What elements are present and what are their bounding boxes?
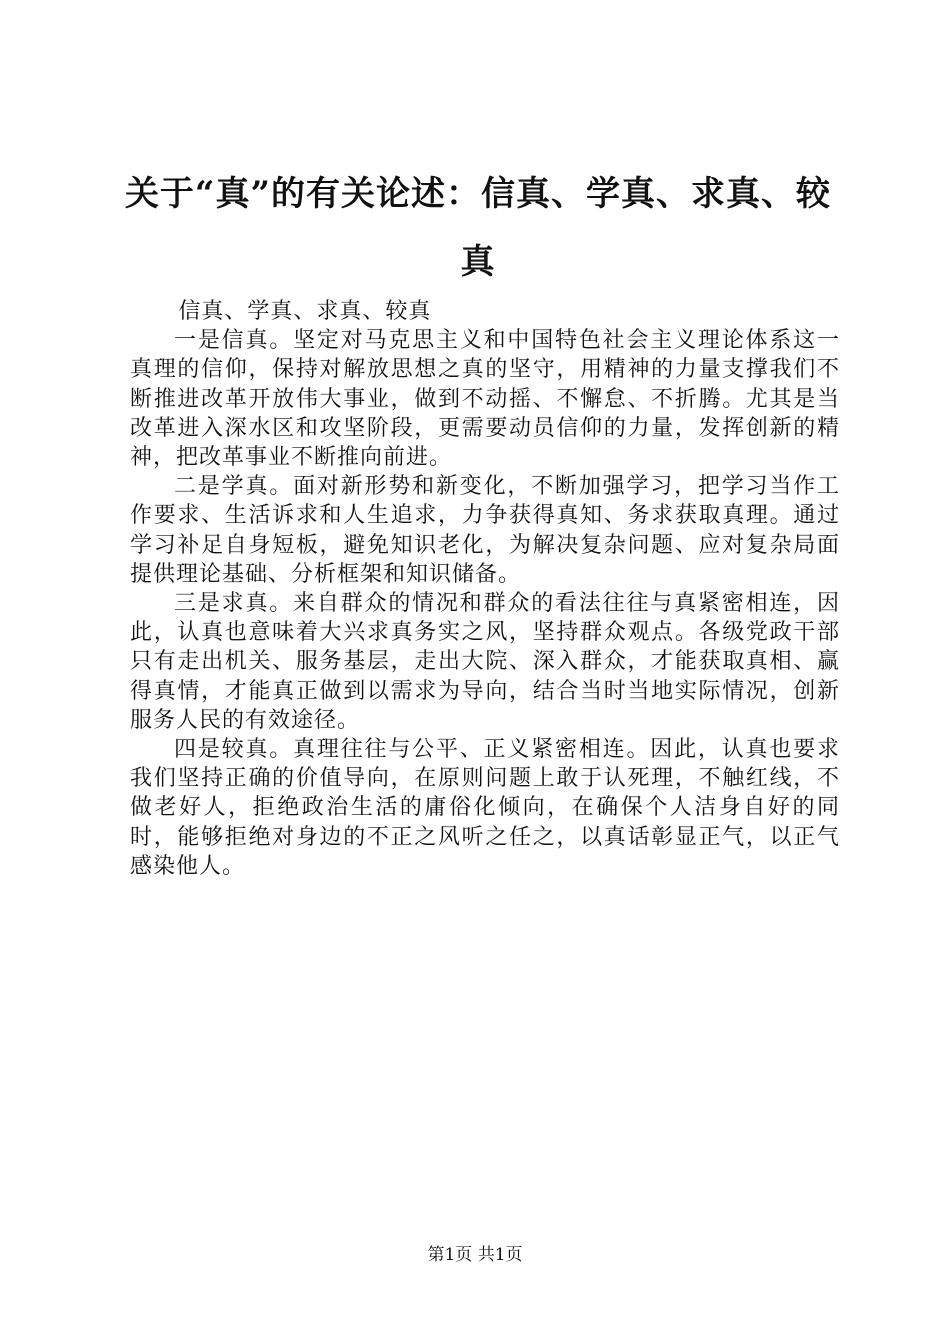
paragraph-xuezhen: 二是学真。面对新形势和新变化，不断加强学习，把学习当作工作要求、生活诉求和人生追求，力争获得真知、务求获取真理。通过学习补足自身短板，避免知识老化，为解决复杂问题、应对复杂局面提供理论基础、分析框架和知识储备。 bbox=[130, 474, 840, 587]
paragraph-xinzhen: 一是信真。坚定对马克思主义和中国特色社会主义理论体系这一真理的信仰，保持对解放思想之真的坚守，用精神的力量支撑我们不断推进改革开放伟大事业，做到不动摇、不懈怠、不折腾。尤其是当改革进入深水区和攻坚阶段，更需要动员信仰的力量，发挥创新的精神，把改革事业不断推向前进。 bbox=[130, 328, 840, 471]
paragraph-jiaozhen: 四是较真。真理往往与公平、正义紧密相连。因此，认真也要求我们坚持正确的价值导向，在原则问题上敢于认死理，不触红线，不做老好人，拒绝政治生活的庸俗化倾向，在确保个人洁身自好的同时，能够拒绝对身边的不正之风听之任之，以真话彰显正气，以正气感染他人。 bbox=[130, 737, 840, 879]
document-title: 关于“真”的有关论述：信真、学真、求真、较真 bbox=[124, 174, 832, 282]
page-number-footer: 第1页 共1页 bbox=[427, 1245, 523, 1265]
paragraph-qiuzhen: 三是求真。来自群众的情况和群众的看法往往与真紧密相连，因此，认真也意味着大兴求真务实之风，坚持群众观点。各级党政干部只有走出机关、服务基层，走出大院、深入群众，才能获取真相、赢得真情，才能真正做到以需求为导向，结合当时当地实际情况，创新服务人民的有效途径。 bbox=[130, 591, 840, 733]
document-subtitle: 信真、学真、求真、较真 bbox=[178, 299, 432, 324]
document-body bbox=[130, 297, 840, 881]
